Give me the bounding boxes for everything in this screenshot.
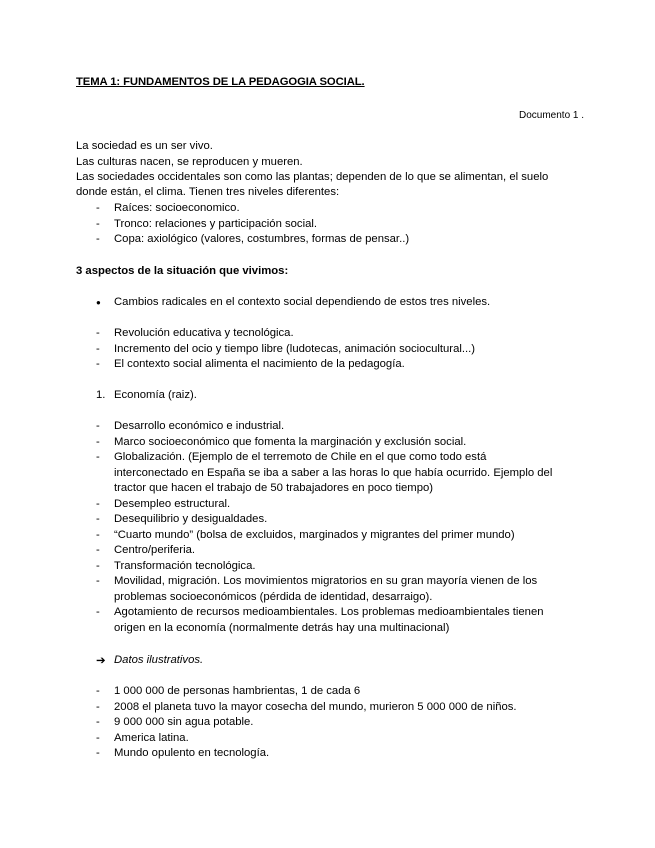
dash-marker: - xyxy=(96,606,100,618)
dash-marker: - xyxy=(96,498,100,510)
dash-marker: - xyxy=(96,358,100,370)
dash-marker: - xyxy=(96,233,100,245)
number-marker: 1. xyxy=(96,389,106,401)
dash-marker: - xyxy=(96,436,100,448)
intro-line: donde están, el clima. Tienen tres niveles diferentes: xyxy=(76,186,340,198)
dash-marker: - xyxy=(96,685,100,697)
document-title: TEMA 1: FUNDAMENTOS DE LA PEDAGOGIA SOCIAL. xyxy=(76,76,365,88)
dash-marker: - xyxy=(96,327,100,339)
dash-marker: - xyxy=(96,451,100,463)
arrow-icon: ➔ xyxy=(96,655,106,667)
intro-line: Las sociedades occidentales son como las plantas; dependen de lo que se alimentan, el suelo xyxy=(76,171,549,183)
intro-line: La sociedad es un ser vivo. xyxy=(76,140,213,152)
dash-marker: - xyxy=(96,420,100,432)
bullet-marker: ● xyxy=(96,298,101,307)
section-heading: 3 aspectos de la situación que vivimos: xyxy=(76,265,289,277)
dash-marker: - xyxy=(96,513,100,525)
dash-marker: - xyxy=(96,747,100,759)
dash-marker: - xyxy=(96,560,100,572)
dash-marker: - xyxy=(96,716,100,728)
dash-marker: - xyxy=(96,218,100,230)
document-page: TEMA 1: FUNDAMENTOS DE LA PEDAGOGIA SOCIAL. Documento 1 . La sociedad es un ser vivo. Las culturas nacen, se reproducen y mueren. Las sociedades occidentales son como las plantas; dependen de lo que se alimentan, el suelo donde están, el clima. Tienen tres niveles diferentes: - Raíces: socioeconomico. - Tronco: relaciones y participación social. - Copa: axiológico (valores, costumbres, formas de pensar..) 3 aspectos de la situación que vivimos: ● Cambios radicales en el contexto social dependiendo de estos tres niveles. - Revolución educativa y tecnológica. - Incremento del ocio y tiempo libre (ludotecas, animación sociocultural...) - El contexto social alimenta el nacimiento de la pedagogía. 1. Economía (raiz). - Desarrollo económico e industrial. - Marco socioeconómico que fomenta la marginación y exclusión social. - Globalización. (Ejemplo de el terremoto de Chile en el que como todo está interconectado en España se iba a saber a las horas lo que había ocurrido. Ejemplo del tractor que hacen el trabajo de 50 trabajadores en poco tiempo) - Desempleo estructural. - Desequilibrio y desigualdades. - “Cuarto mundo” (bolsa de excluidos, marginados y migrantes del primer mundo) - Centro/periferia. - Transformación tecnológica. - Movilidad, migración. Los movimientos migratorios en su gran mayoría vienen de los problemas socioeconómicos (pérdida de identidad, desarraigo). - Agotamiento de recursos medioambientales. Los problemas medioambientales tienen origen en la economía (normalmente detrás hay una multinacional) ➔ Datos ilustrativos. - 1 000 000 de personas hambrientas, 1 de cada 6 - 2008 el planeta tuvo la mayor cosecha del mundo, murieron 5 000 000 de niños. - 9 000 000 sin agua potable. - America latina. - Mundo opulento en tecnología. xyxy=(76,76,585,759)
dash-marker: - xyxy=(96,575,100,587)
dash-marker: - xyxy=(96,544,100,556)
document-reference: Documento 1 . xyxy=(519,110,585,121)
dash-marker: - xyxy=(96,343,100,355)
intro-line: Las culturas nacen, se reproducen y mueren. xyxy=(76,156,303,168)
dash-marker: - xyxy=(96,732,100,744)
dash-marker: - xyxy=(96,529,100,541)
dash-marker: - xyxy=(96,202,100,214)
dash-marker: - xyxy=(96,701,100,713)
